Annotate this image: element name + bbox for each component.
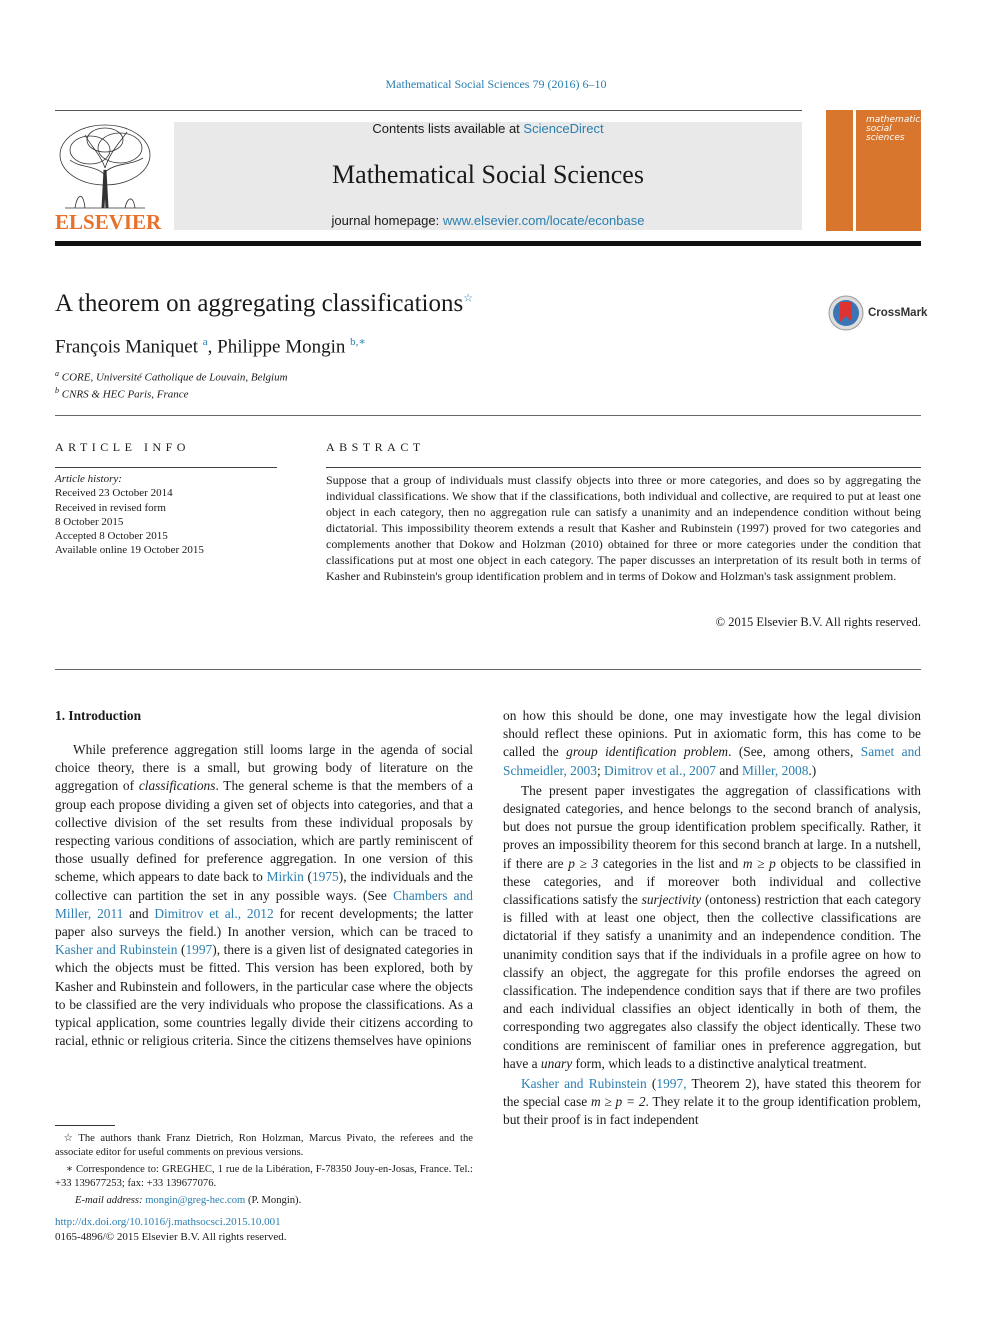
history-entry: Accepted 8 October 2015: [55, 530, 168, 543]
article-title: [55, 290, 473, 318]
citation-link[interactable]: Kasher and Rubinstein: [521, 1076, 647, 1092]
citation-link[interactable]: 1997: [185, 942, 213, 958]
article-info-rule: [55, 467, 277, 468]
affiliation-text: CORE, Université Catholique de Louvain, Belgium: [61, 371, 288, 384]
section-rule: [55, 669, 921, 670]
journal-name: Mathematical Social Sciences: [332, 160, 644, 189]
homepage-line: [174, 213, 802, 228]
crossmark-label: CrossMark: [868, 307, 928, 319]
affiliation-b: [55, 386, 189, 401]
abstract-heading: ABSTRACT: [326, 440, 425, 454]
body-column-left: [55, 741, 473, 1052]
homepage-prefix: journal homepage:: [331, 213, 443, 228]
footnote-mark: ∗: [65, 1164, 73, 1175]
email-link[interactable]: mongin@greg-hec.com: [145, 1195, 246, 1206]
elsevier-wordmark: ELSEVIER: [55, 210, 162, 234]
affiliation-mark: a: [55, 369, 59, 378]
cover-title: mathematical social sciences: [866, 115, 929, 143]
history-entry: 8 October 2015: [55, 515, 124, 528]
math-expression: m ≥ p: [742, 855, 776, 871]
article-info-heading: ARTICLE INFO: [55, 440, 190, 454]
crossmark-icon: [828, 295, 866, 333]
footnotes: [55, 1132, 473, 1211]
title-footnote-mark[interactable]: ☆: [463, 292, 474, 305]
homepage-link[interactable]: www.elsevier.com/locate/econbase: [442, 213, 645, 228]
body-paragraph: Kasher and Rubinstein (1997, Theorem 2), have stated this theorem for the special case m ≥ p = 2. They relate it to the group identification problem, but their proof is in fact independent: [503, 1076, 921, 1128]
footnote: ∗ Correspondence to: GREGHEC, 1 rue de la Libération, F-78350 Jouy-en-Josas, France. Tel.: +33 139677253; fax: +33 139677076.: [55, 1164, 473, 1189]
journal-reference-link[interactable]: Mathematical Social Sciences 79 (2016) 6–10: [385, 77, 607, 91]
section-heading: 1. Introduction: [55, 708, 142, 723]
citation-link[interactable]: Dimitrov et al., 2012: [154, 905, 274, 921]
footnote-email: E-mail address: mongin@greg-hec.com (P. Mongin).: [75, 1195, 302, 1206]
body-paragraph: While preference aggregation still looms large in the agenda of social choice theory, there is a small, but growing body of literature on the aggregation of classifications. The general scheme is that the members of a group each propose dividing a given set of objects into categories, and that a collective division of the set results from these individual proposals by respecting various conditions of association, which are partly reminiscent of those usually defined for preference aggregation. In one version of this scheme, which appears to date back to Mirkin (1975), the individuals and the collective can partition the set in any possible ways. (See Chambers and Miller, 2011 and Dimitrov et al., 2012 for recent developments; the latter paper also surveys the field.) In another version, which can be traced to Kasher and Rubinstein (1997), there is a given list of designated categories in which the objects must be fitted. This version has been explored, both by Kasher and Rubinstein and followers, in the particular case where the objects to be classified are the very individuals who propose the classifications. As a typical application, some countries legally divide their citizens according to racial, ethnic or religious criteria. Since the citizens themselves have opinions: [55, 742, 474, 1049]
citation-link[interactable]: Samet and Schmeidler, 2003: [503, 744, 921, 778]
body-column-right: [503, 707, 921, 1132]
sciencedirect-link[interactable]: ScienceDirect: [523, 121, 604, 136]
footnote: ☆ The authors thank Franz Dietrich, Ron Holzman, Marcus Pivato, the referees and the associate editor for useful comments on previous versions.: [55, 1133, 473, 1158]
header-rule: [55, 110, 802, 111]
history-label: Article history:: [55, 473, 122, 485]
article-title-text: A theorem on aggregating classifications: [55, 290, 464, 317]
email-label: E-mail address:: [75, 1195, 143, 1206]
author-affiliation-mark[interactable]: a: [202, 336, 208, 348]
article-history: [55, 472, 204, 558]
affiliation-a: [55, 369, 288, 384]
affiliation-mark: b: [55, 386, 59, 395]
math-expression: m ≥ p = 2: [590, 1094, 646, 1110]
citation-link[interactable]: Chambers and Miller, 2011: [55, 887, 473, 921]
author-list: [55, 335, 366, 358]
doi-block: [55, 1215, 287, 1245]
author-affiliation-mark[interactable]: b,∗: [350, 336, 366, 348]
journal-cover-thumbnail[interactable]: [826, 110, 929, 231]
history-entry: Received in revised form: [55, 501, 166, 514]
citation-link[interactable]: 1975: [311, 869, 339, 885]
body-paragraph: The present paper investigates the aggregation of classifications with designated categories, and hence belongs to the second branch of analysis, but does not pursue the group identification problem specifically. Rather, it proves an impossibility theorem for this second branch at large. In a nutshell, if there are p ≥ 3 categories in the list and m ≥ p objects to be classified in these categories, and if moreover both individual and collective classifications satisfy the surjectivity (ontoness) restriction that each category is filled with at least one object, then the collective classifications are dictatorial if they satisfy a unanimity and an independence condition. The unanimity condition says that if the individuals in a profile agree on how to classify an object, the aggregate for this profile endorses the agreed on classification. The independence condition says that if there are two profiles and each individual classifies an object identically in both of them, the corresponding two aggregates also classify the object identically. These two conditions are reminiscent of familiar ones in preference aggregation, but have a unary form, which leads to a distinctive analytical treatment.: [503, 782, 921, 1071]
crossmark-badge[interactable]: [828, 295, 928, 331]
cover-stripe: [853, 110, 856, 231]
history-entry: Received 23 October 2014: [55, 487, 173, 500]
history-entry: Available online 19 October 2015: [55, 544, 204, 557]
contents-prefix: Contents lists available at: [372, 121, 524, 136]
author-name: François Maniquet: [55, 336, 199, 358]
citation-link[interactable]: Kasher and Rubinstein: [55, 942, 178, 958]
footnote-rule: [55, 1125, 115, 1126]
citation-link[interactable]: Mirkin: [266, 869, 304, 885]
contents-line: [174, 121, 802, 136]
citation-link[interactable]: 1997,: [656, 1076, 687, 1092]
abstract-rule: [326, 467, 921, 468]
issn-line: 0165-4896/© 2015 Elsevier B.V. All rights reserved.: [55, 1231, 287, 1243]
citation-link[interactable]: Dimitrov et al., 2007: [604, 762, 716, 778]
body-paragraph: on how this should be done, one may investigate how the legal division should reflect these opinions. Put in axiomatic form, this has come to be called the group identification problem. (See, among others, Samet and Schmeidler, 2003; Dimitrov et al., 2007 and Miller, 2008.): [503, 708, 921, 778]
math-expression: p ≥ 3: [568, 855, 599, 871]
author-separator: ,: [207, 336, 218, 358]
abstract-copyright: © 2015 Elsevier B.V. All rights reserved.: [715, 615, 921, 629]
affiliation-text: CNRS & HEC Paris, France: [61, 388, 189, 401]
header-thick-rule: [55, 241, 921, 246]
abstract-text: Suppose that a group of individuals must classify objects into three or more categories, and does so by aggregating the individual classifications. We show that if the classifications, both individual and collective, are required to put at least one object in each category, then no aggregation rule can satisfy a unanimity and an independence condition without being dictatorial. This impossibility theorem extends a result that Kasher and Rubinstein (1997) proved for two categories and complements another that Dokow and Holzman (2010) obtained for three or more categories under the condition that classifications put at most one object in each category. The paper discusses an interpretation of its result both in terms of Kasher and Rubinstein's group identification problem and in terms of Dokow and Holzman's task assignment problem.: [326, 473, 921, 583]
doi-link[interactable]: http://dx.doi.org/10.1016/j.mathsocsci.2015.10.001: [55, 1216, 281, 1228]
citation-link[interactable]: Miller, 2008: [742, 762, 809, 778]
footnote-mark: ☆: [63, 1133, 73, 1144]
section-rule: [55, 415, 921, 416]
author-name: Philippe Mongin: [217, 336, 346, 358]
